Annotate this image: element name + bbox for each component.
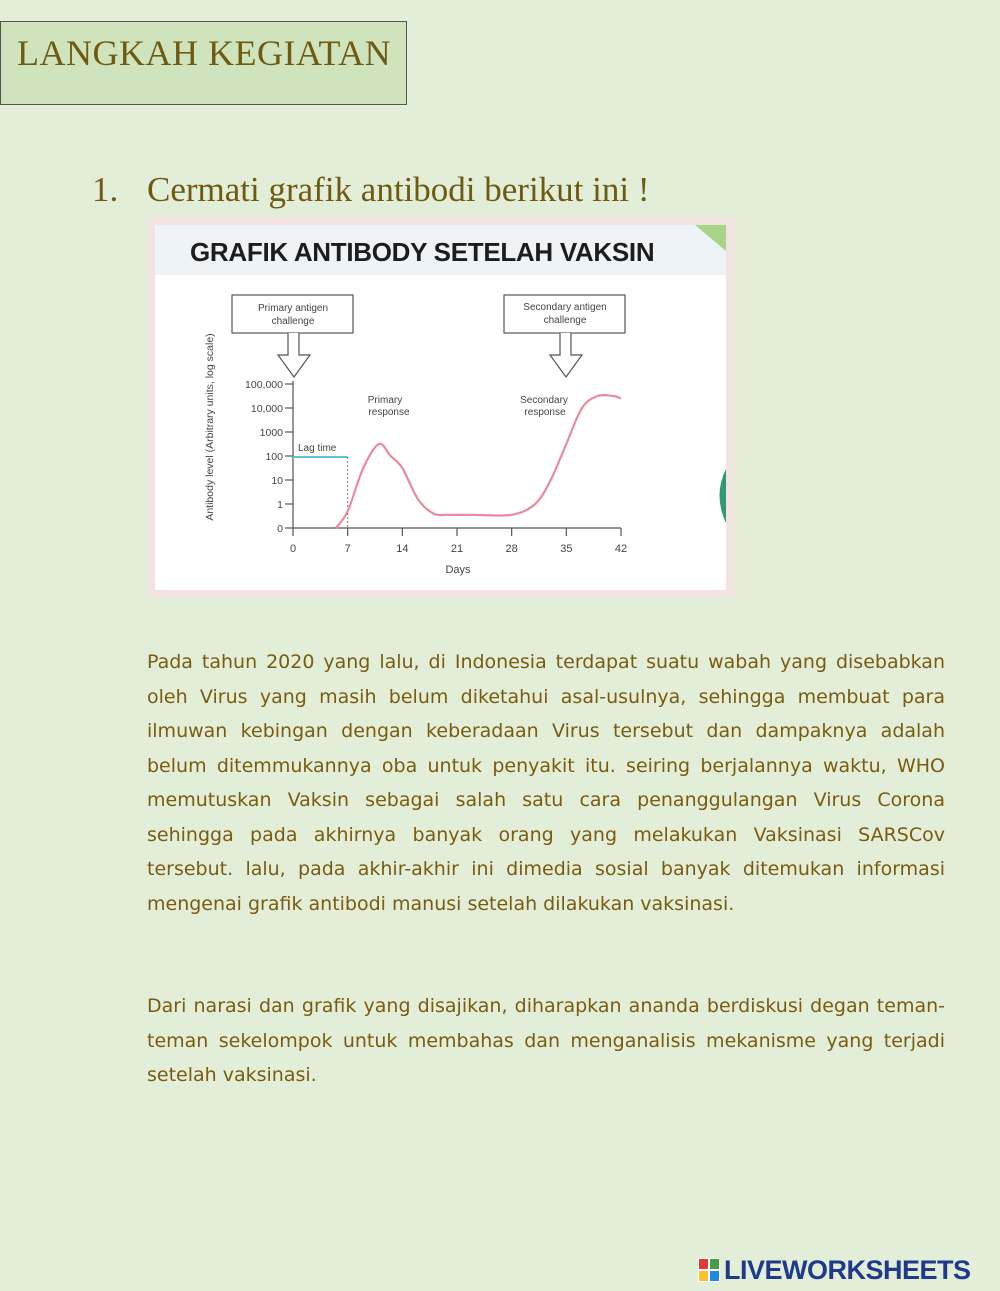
liveworksheets-logo xyxy=(698,1255,971,1285)
secondary-response-line1: Secondary xyxy=(520,395,568,406)
primary-response-line1: Primary xyxy=(367,395,403,406)
y-tick-label-0: 0 xyxy=(277,523,283,535)
x-tick-label-3: 21 xyxy=(450,543,464,555)
step-heading xyxy=(92,170,650,210)
lag-time-marker xyxy=(293,443,348,528)
brand-mark-tile-0 xyxy=(698,1258,709,1270)
y-tick-label-3: 100 xyxy=(265,451,283,463)
primary-challenge-line1: Primary antigen xyxy=(257,303,329,314)
antibody-chart-figure xyxy=(147,217,735,598)
brand-text: LIVEWORKSHEETS xyxy=(724,1254,971,1285)
y-tick-label-5: 10,000 xyxy=(250,403,283,415)
x-tick-label-2: 14 xyxy=(396,543,409,555)
y-axis-label: Antibody level (Arbitrary units, log scale) xyxy=(204,333,216,521)
antibody-chart xyxy=(147,217,735,598)
corner-accent-top xyxy=(695,225,726,251)
x-tick-label-6: 42 xyxy=(614,543,628,555)
secondary-challenge-callout xyxy=(504,295,625,377)
y-tick-label-4: 1000 xyxy=(259,427,283,439)
brand-mark-tile-3 xyxy=(709,1270,720,1282)
liveworksheets-mark xyxy=(698,1258,720,1282)
instruction-paragraph: Dari narasi dan grafik yang disajikan, diharapkan ananda berdiskusi degan teman-teman sekelompok untuk membahas dan menganalisis mekanisme yang terjadi setelah vaksinasi. xyxy=(147,995,945,1086)
x-ticks xyxy=(290,528,627,555)
lag-time-label: Lag time xyxy=(298,443,337,454)
x-tick-label-5: 35 xyxy=(560,543,573,555)
primary-challenge-box xyxy=(232,295,353,333)
primary-response-line2: response xyxy=(368,407,410,418)
y-tick-label-6: 100,000 xyxy=(245,379,283,391)
section-header xyxy=(0,21,407,105)
step-number: 1. xyxy=(92,170,119,209)
x-tick-label-4: 28 xyxy=(505,543,518,555)
y-tick-label-2: 10 xyxy=(271,475,283,487)
corner-accent-right xyxy=(720,469,727,523)
secondary-challenge-line1: Secondary antigen xyxy=(523,302,607,313)
primary-challenge-callout xyxy=(232,295,353,377)
secondary-challenge-box xyxy=(504,295,625,333)
primary-challenge-line2: challenge xyxy=(271,316,315,327)
secondary-challenge-arrow xyxy=(550,333,582,377)
chart-title: GRAFIK ANTIBODY SETELAH VAKSIN xyxy=(190,237,655,267)
brand-mark-tile-2 xyxy=(698,1270,709,1282)
x-tick-label-1: 7 xyxy=(344,543,351,555)
x-tick-label-0: 0 xyxy=(289,543,297,555)
x-axis-label: Days xyxy=(445,564,471,576)
intro-paragraph: Pada tahun 2020 yang lalu, di Indonesia terdapat suatu wabah yang disebabkan oleh Virus yang masih belum diketahui asal-usulnya, sehingga membuat para ilmuwan kebingan dengan keberadaan Virus tersebut dan dampaknya adalah belum ditemmukannya oba untuk penyakit itu. seiring berjalannya waktu, WHO memutuskan Vaksin sebagai salah satu cara penanggulangan Virus Corona sehingga pada akhirnya banyak orang yang melakukan Vaksinasi SARSCov tersebut. lalu, pada akhir-akhir ini dimedia sosial banyak ditemukan informasi mengenai grafik antibodi manusi setelah dilakukan vaksinasi. xyxy=(147,651,945,915)
y-tick-label-1: 1 xyxy=(277,499,283,511)
secondary-response-line2: response xyxy=(524,407,566,418)
step-text: Cermati grafik antibodi berikut ini ! xyxy=(147,170,650,209)
y-axis-label-group xyxy=(204,333,216,520)
section-title: LANGKAH KEGIATAN xyxy=(17,33,392,73)
brand-mark-tile-1 xyxy=(709,1258,720,1270)
y-ticks xyxy=(245,379,293,535)
secondary-challenge-line2: challenge xyxy=(543,315,587,326)
primary-challenge-arrow xyxy=(278,333,310,377)
